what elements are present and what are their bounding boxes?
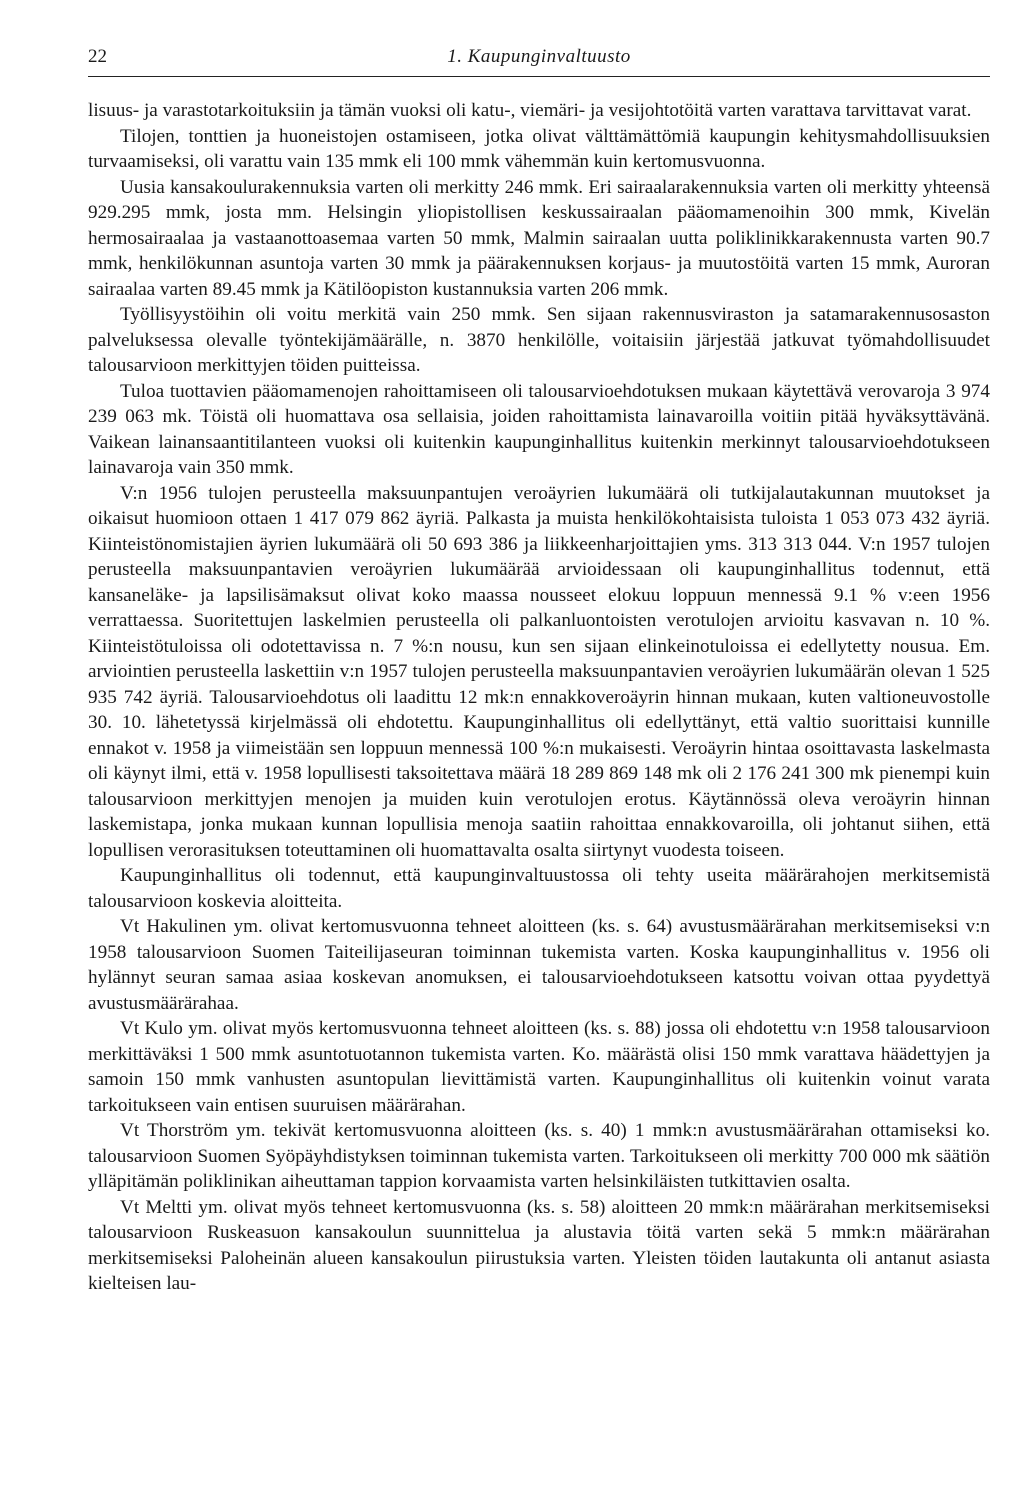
paragraph: Vt Thorström ym. tekivät kertomusvuonna aloitteen (ks. s. 40) 1 mmk:n avustusmäärärahan ottamiseksi ko. talousarvioon Suomen Syöpäyhdistyksen toiminnan tukemista varten. Tarkoitukseen oli merkitty 700 000 mk säätiön ylläpitämän poliklinikan aiheuttaman tappion korvaamista varten helsinkiläisten tutkittavien osalta. <box>88 1120 990 1192</box>
paragraph: Uusia kansakoulurakennuksia varten oli merkitty 246 mmk. Eri sairaalarakennuksia varten oli merkitty yhteensä 929.295 mmk, josta mm. Helsingin yliopistollisen keskussairaalan pääomamenoihin 300 mmk, Kivelän hermosairaalaa ja vastaanottoasemaa varten 50 mmk, Malmin sairaalan uutta poliklinikkarakennusta varten 90.7 mmk, henkilökunnan asuntoja varten 30 mmk ja päärakennuksen korjaus- ja muutostöitä varten 15 mmk, Auroran sairaalaa varten 89.45 mmk ja Kätilöopiston kustannuksia varten 206 mmk. <box>88 176 990 300</box>
paragraph: Vt Hakulinen ym. olivat kertomusvuonna tehneet aloitteen (ks. s. 64) avustusmäärärahan merkitsemiseksi v:n 1958 talousarvioon Suomen Taiteilijaseuran toiminnan tukemista varten. Koska kaupunginhallitus v. 1956 oli hylännyt seuran samaa asiaa koskevan anomuksen, ei talousarvioehdotukseen katsottu voivan ottaa pyydettyä avustusmäärärahaa. <box>88 916 990 1014</box>
paragraph: Kaupunginhallitus oli todennut, että kaupunginvaltuustossa oli tehty useita määrärahojen merkitsemistä talousarvioon koskevia aloitteita. <box>88 865 990 912</box>
paragraph: Vt Kulo ym. olivat myös kertomusvuonna tehneet aloitteen (ks. s. 88) jossa oli ehdotettu v:n 1958 talousarvioon merkittäväksi 1 500 mmk asuntotuotannon tukemista varten. Ko. määrästä olisi 150 mmk varattava häädettyjen ja samoin 150 mmk vanhusten asuntopulan lievittämistä varten. Kaupunginhallitus oli kuitenkin voinut varata tarkoitukseen vain entisen suuruisen määrärahan. <box>88 1018 990 1116</box>
paragraph: Työllisyystöihin oli voitu merkitä vain 250 mmk. Sen sijaan rakennusviraston ja satamarakennusosaston palveluksessa olevalle työntekijämäärälle, n. 3870 henkilölle, voitaisiin järjestää jatkuvat työmahdollisuudet talousarvioon merkittyjen töiden puitteissa. <box>88 304 990 376</box>
page-number: 22 <box>88 46 107 67</box>
paragraph: Tilojen, tonttien ja huoneistojen ostamiseen, jotka olivat välttämättömiä kaupungin kehitysmahdollisuuksien turvaamiseksi, oli varattu vain 135 mmk eli 100 mmk vähemmän kuin kertomusvuonna. <box>88 125 990 172</box>
paragraph: Tuloa tuottavien pääomamenojen rahoittamiseen oli talousarvioehdotuksen mukaan käytettävä verovaroja 3 974 239 063 mk. Töistä oli huomattava osa sellaisia, joiden rahoittamista lainavaroilla voitiin pitää hyväksyttävänä. Vaikean lainansaantitilanteen vuoksi oli kuitenkin kaupunginhallitus kuitenkin merkinnyt talousarvioehdotukseen lainavaroja vain 350 mmk. <box>88 380 990 478</box>
body-text <box>88 98 990 1297</box>
paragraph: lisuus- ja varastotarkoituksiin ja tämän vuoksi oli katu-, viemäri- ja vesijohtotöitä varten varattava tarvittavat varat. <box>88 100 972 121</box>
paragraph: V:n 1956 tulojen perusteella maksuunpantujen veroäyrien lukumäärä oli tutkijalautakunnan muutokset ja oikaisut huomioon ottaen 1 417 079 862 äyriä. Palkasta ja muista henkilökohtaisista tuloista 1 053 073 432 äyriä. Kiinteistönomistajien äyrien lukumäärä oli 50 693 386 ja liikkeenharjoittajien yms. 313 313 044. V:n 1957 tulojen perusteella maksuunpantavien veroäyrien lukumäärää arvioidessaan oli kaupunginhallitus todennut, että kansaneläke- ja lapsilisämaksut olivat koko maassa nousseet elokuu loppuun mennessä 9.1 % v:een 1956 verrattaessa. Suoritettujen laskelmien perusteella oli palkanluontoisten verotulojen arvioitu kasvavan n. 10 %. Kiinteistötuloissa oli odotettavissa n. 7 %:n nousu, kun sen sijaan elinkeinotuloissa ei edellytetty nousua. Em. arviointien perusteella laskettiin v:n 1957 tulojen perusteella maksuunpantavien veroäyrien lukumäärän olevan 1 525 935 742 äyriä. Talousarvioehdotus oli laadittu 12 mk:n ennakkoveroäyrin hinnan mukaan, kuten valtioneuvostolle 30. 10. lähetetyssä kirjelmässä oli ehdotettu. Kaupunginhallitus oli edellyttänyt, että valtio suorittaisi kunnille ennakot v. 1958 ja viimeistään sen loppuun mennessä 100 %:n mukaisesti. Veroäyrin hintaa osoittavasta laskelmasta oli käynyt ilmi, että v. 1958 lopullisesti taksoitettava määrä 18 289 869 148 mk oli 2 176 241 300 mk pienempi kuin talousarvioon merkittyjen menojen ja muiden kuin verotulojen erotus. Käytännössä oleva veroäyrin hinnan laskemistapa, jonka mukaan kunnan lopullisia menoja saatiin rahoittaa ennakkovaroilla, oli johtanut siihen, että lopullisen verorasituksen toteuttaminen oli huomattavalta osalta siirtynyt vuodesta toiseen. <box>88 482 990 861</box>
page-header <box>88 46 990 77</box>
paragraph: Vt Meltti ym. olivat myös tehneet kertomusvuonna (ks. s. 58) aloitteen 20 mmk:n määrärahan merkitsemiseksi talousarvioon Ruskeasuon kansakoulun suunnittelua ja alustavia töitä varten sekä 5 mmk:n määrärahan merkitsemiseksi Paloheinän alueen kansakoulun piirustuksia varten. Yleisten töiden lautakunta oli antanut asiasta kielteisen lau- <box>88 1196 990 1294</box>
running-title: 1. Kaupunginvaltuusto <box>447 46 631 67</box>
